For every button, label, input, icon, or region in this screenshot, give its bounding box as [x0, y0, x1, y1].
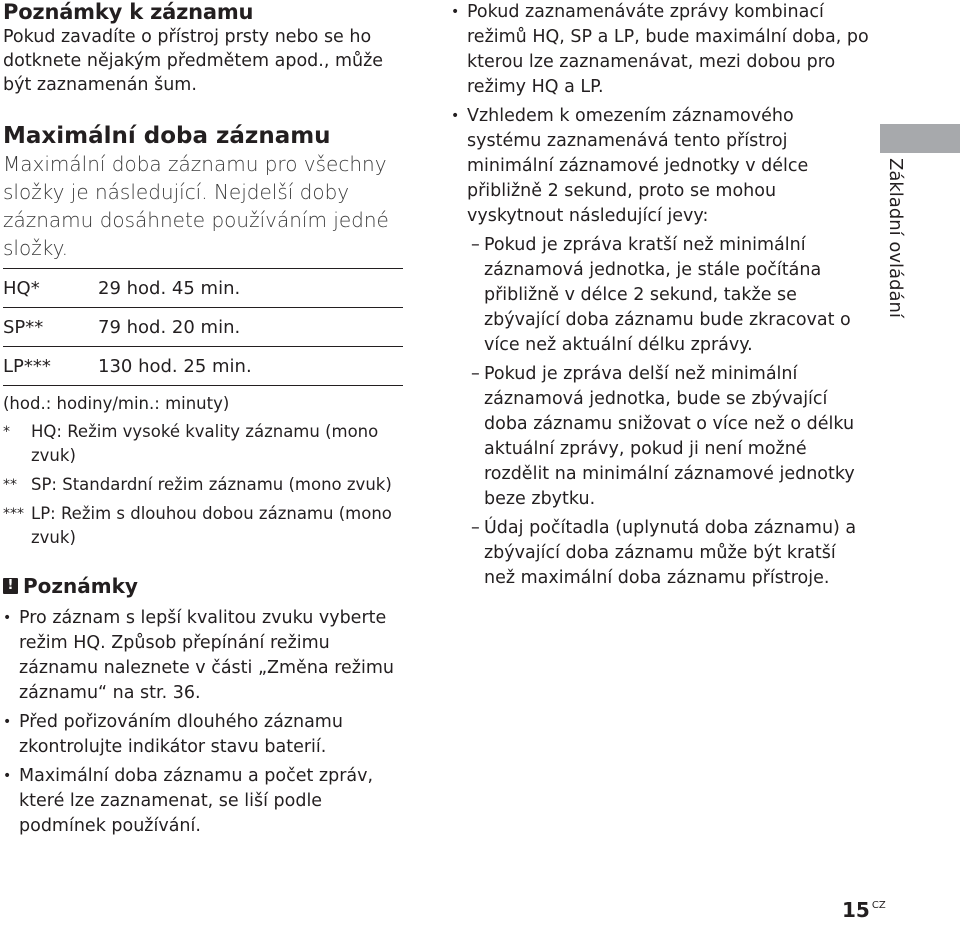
- list-item: [451, 104, 871, 229]
- notes-on-recording-title: Poznámky k záznamu: [3, 0, 254, 24]
- bullet-icon: •: [3, 714, 12, 730]
- recording-time-table: [3, 268, 403, 386]
- list-item: [3, 764, 403, 839]
- notes-on-recording-text: Pokud zavadíte o přístroj prsty nebo se ho dotknete nějakým předmětem apod., může být zaznamenán šum.: [3, 27, 384, 95]
- table-time: 79 hod. 20 min.: [98, 316, 241, 338]
- table-row: [3, 307, 403, 346]
- table-mode: HQ*: [3, 277, 40, 299]
- info-list: [451, 0, 871, 229]
- footnote: [3, 473, 403, 497]
- page-locale: CZ: [871, 900, 886, 911]
- bullet-icon: •: [451, 4, 460, 20]
- max-recording-time-title: Maximální doba záznamu: [3, 123, 331, 149]
- dash-text: Pokud je zpráva delší než minimální záznamová jednotka, bude se zbývající doba záznamu snižovat o více než o délku aktuální zprávy, pokud ji není možné rozdělit na minimální záznamové jednotky beze zbytku.: [484, 364, 855, 509]
- dash-icon: –: [471, 364, 480, 384]
- footnote-mark: ***: [3, 506, 24, 522]
- notes-title: Poznámky: [23, 574, 138, 598]
- warning-note-icon: !: [3, 578, 18, 594]
- list-item: [3, 710, 403, 760]
- right-column: [451, 0, 871, 595]
- table-row: [3, 268, 403, 307]
- time-legend: (hod.: hodiny/min.: minuty): [3, 394, 230, 413]
- section-tab-label: Základní ovládání: [885, 158, 906, 318]
- bullet-icon: •: [3, 768, 12, 784]
- notes-list: [3, 606, 403, 839]
- footnote-text: LP: Režim s dlouhou dobou záznamu (mono zvuk): [31, 504, 392, 547]
- dash-text: Údaj počítadla (uplynutá doba záznamu) a zbývající doba záznamu může být kratší než maximální doba záznamu přístroje.: [484, 518, 857, 588]
- footnote-text: HQ: Režim vysoké kvality záznamu (mono zvuk): [31, 422, 379, 465]
- bullet-icon: •: [3, 610, 12, 626]
- table-mode: LP***: [3, 355, 51, 377]
- left-column: [3, 0, 403, 843]
- note-text: Před pořizováním dlouhého záznamu zkontrolujte indikátor stavu baterií.: [19, 712, 343, 757]
- notes-heading: [3, 574, 403, 598]
- section-tab-marker: [880, 124, 960, 153]
- dash-item: [451, 362, 871, 512]
- bullet-icon: •: [451, 108, 460, 124]
- table-time: 29 hod. 45 min.: [98, 277, 241, 299]
- table-row: [3, 346, 403, 386]
- footnote-text: SP: Standardní režim záznamu (mono zvuk): [31, 475, 392, 494]
- footnote: [3, 420, 403, 468]
- info-text: Pokud zaznamenáváte zprávy kombinací režimů HQ, SP a LP, bude maximální doba, po kterou lze zaznamenávat, mezi dobou pro režimy HQ a LP.: [467, 2, 869, 97]
- dash-text: Pokud je zpráva kratší než minimální záznamová jednotka, je stále počítána přibližně v délce 2 sekund, takže se zbývající doba záznamu bude zkracovat o více než aktuální délku zprávy.: [484, 235, 851, 355]
- dash-item: [451, 233, 871, 358]
- page-number: [842, 898, 886, 922]
- dash-icon: –: [471, 518, 480, 538]
- list-item: [3, 606, 403, 706]
- note-text: Pro záznam s lepší kvalitou zvuku vyberte režim HQ. Způsob přepínání režimu záznamu naleznete v části „Změna režimu záznamu“ na str. 36.: [19, 608, 394, 703]
- dash-item: [451, 516, 871, 591]
- table-mode: SP**: [3, 316, 44, 338]
- note-text: Maximální doba záznamu a počet zpráv, které lze zaznamenat, se liší podle podmínek používání.: [19, 766, 374, 836]
- table-time: 130 hod. 25 min.: [98, 355, 252, 377]
- footnote-mark: **: [3, 477, 17, 493]
- list-item: [451, 0, 871, 100]
- dash-icon: –: [471, 235, 480, 255]
- info-text: Vzhledem k omezením záznamového systému zaznamenává tento přístroj minimální záznamové jednotky v délce přibližně 2 sekund, proto se mohou vyskytnout následující jevy:: [467, 106, 809, 226]
- max-recording-time-text: Maximální doba záznamu pro všechny složky je následující. Nejdelší doby záznamu dosáhnete používáním jedné složky.: [3, 152, 389, 260]
- page-number-value: 15: [842, 898, 870, 922]
- footnote-mark: *: [3, 424, 10, 440]
- footnote: [3, 502, 403, 550]
